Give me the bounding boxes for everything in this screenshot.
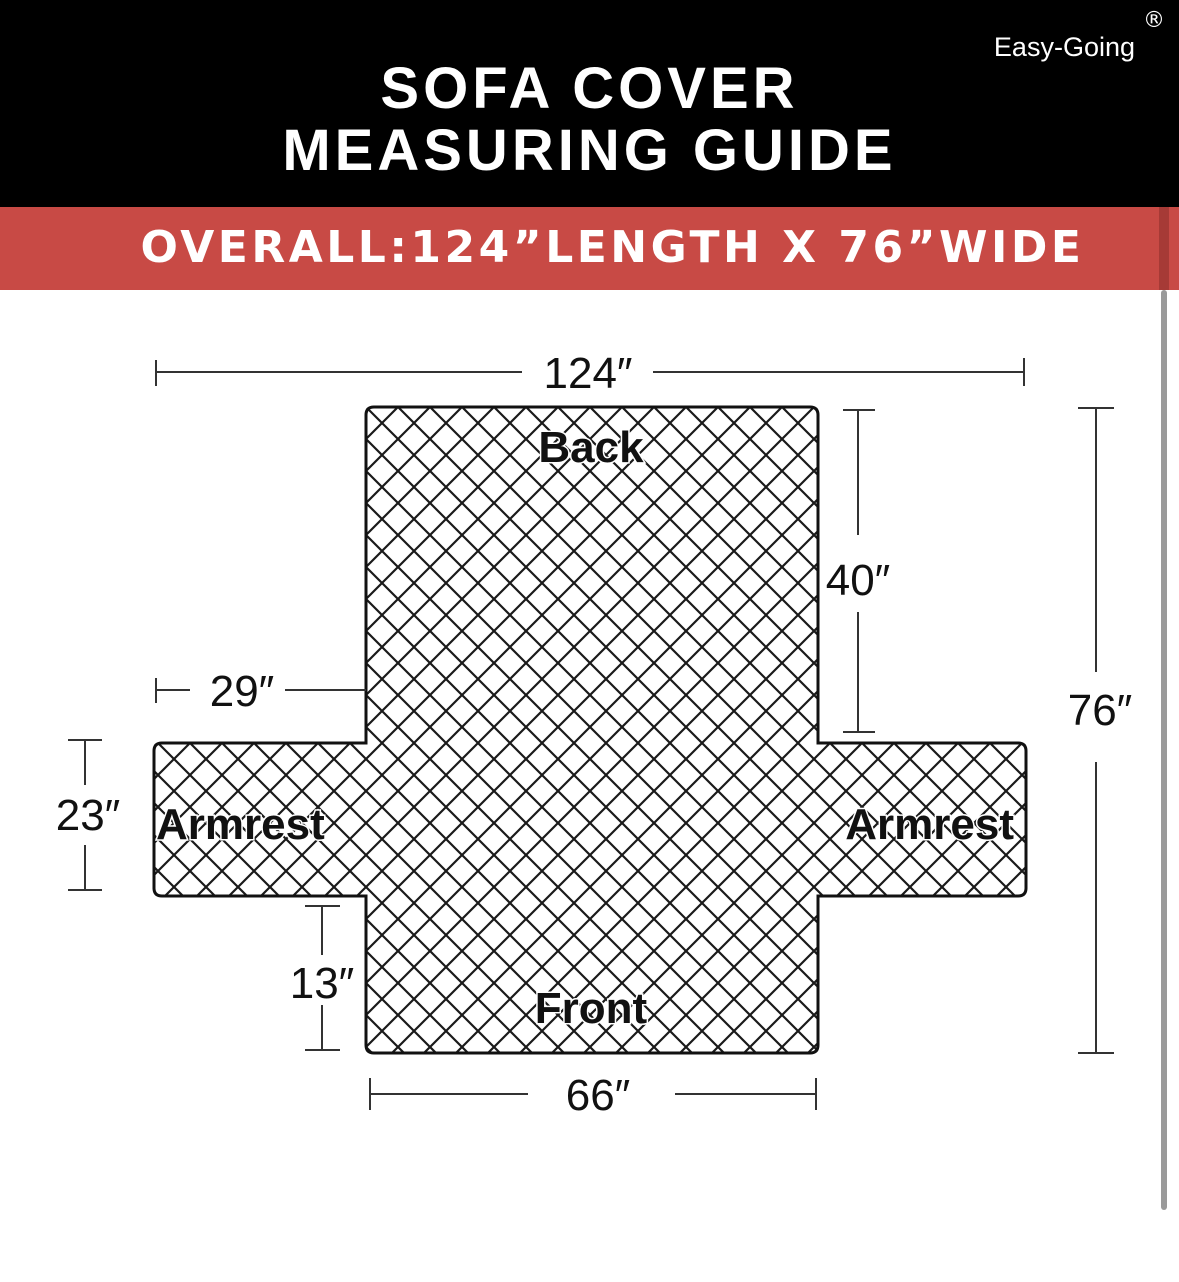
seat-width-value: 66″ [565,1071,631,1120]
page-title-line1: SOFA COVER [380,56,799,121]
right-armrest-label: Armrest [845,800,1014,849]
front-depth-value: 13″ [289,959,355,1008]
overall-width-value: 76″ [1067,686,1133,735]
overall-size-text: OVERALL:124”LENGTH X 76”WIDE [140,222,1085,273]
left-armrest-label: Armrest [156,800,325,849]
registered-mark: ® [1143,8,1165,33]
page-title-line2: MEASURING GUIDE [282,118,897,183]
front-label: Front [534,984,648,1033]
back-label: Back [538,423,644,472]
armrest-length-value: 29″ [209,667,275,716]
overall-length-value: 124″ [543,349,633,398]
cover-outline [154,407,1026,1053]
armrest-width-value: 23″ [55,791,121,840]
back-depth-value: 40″ [825,556,891,605]
brand-logo: Easy-Going [993,32,1135,62]
